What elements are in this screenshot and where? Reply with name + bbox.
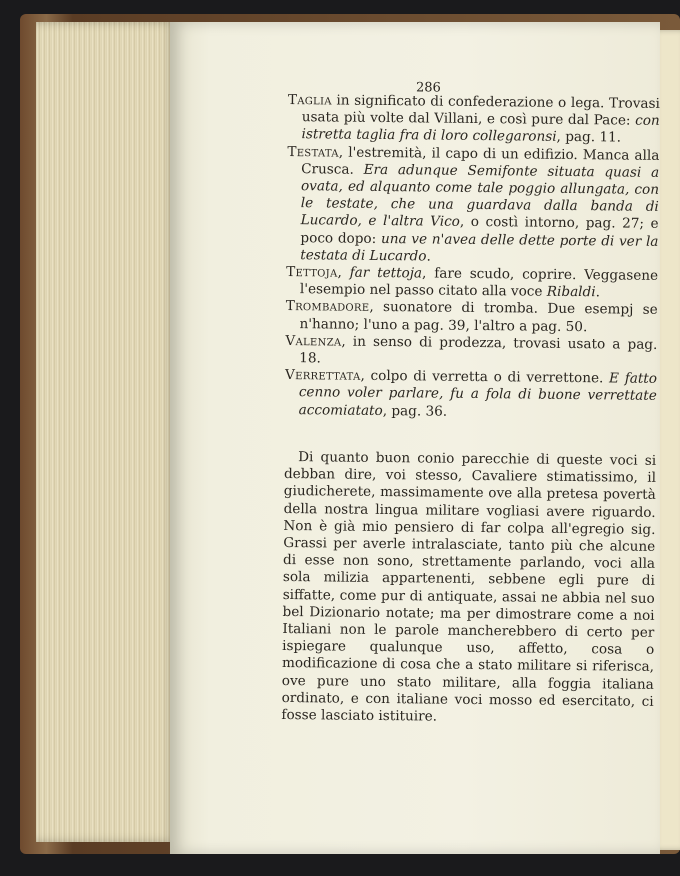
entry-text: , pag. 11. [556,129,622,146]
entry-text: , [337,264,350,281]
entry-text: , colpo di verretta o di verrettone. [360,368,610,387]
page-edges [36,22,176,842]
book-page [170,22,660,854]
entry-text: , in senso di prodezza, trovasi usato a pag. 18. [299,333,658,367]
entry-quotation: una ve n'avea delle dette porte di ver la testata di Lucardo [300,230,659,265]
entry-quotation: con istretta taglia fra di loro collegaronsi [301,112,660,146]
entry-quotation: Ribaldi [546,283,596,301]
entry-text: , l'estremità, il capo di un edifizio. Manca alla Crusca. [301,144,660,178]
glossary-entry [285,333,657,371]
glossary-entry [286,144,659,268]
entry-text: . [426,248,431,265]
entry-quotation: far tettoja [349,264,423,282]
glossary-entries [285,92,660,423]
page-text [281,80,660,725]
entry-headword: Testata [287,143,339,161]
page-number: 286 [415,80,441,96]
glossary-entry [287,92,660,148]
entry-headword: Trombadore [285,298,370,316]
entry-quotation: Era adunque Semifonte situata quasi a ovata, ed alquanto come tale poggio allungata, con le testate, che una guardava dalla banda di Lucardo, e l'altra Vico [300,161,660,231]
entry-headword: Tettoja [286,264,338,281]
entry-headword: Valenza [285,332,342,350]
glossary-entry [285,298,657,336]
entry-text: . [595,284,601,301]
entry-text: in significato di confederazione o lega. Trovasi usata più volte dal Villani, e così pure dal Pace: [301,92,660,129]
body-paragraph: Di quanto buon conio parecchie di queste voci si debban dire, voi stesso, Cavaliere stimatissimo, il giudicherete, massimamente ove alla pretesa povertà della nostra lingua militare vogliasi avere riguardo. Non è già mio pensiero di far colpa all'egregio sig. Grassi per averle intralasciate, tanto più che alcune di esse non sono, strettamente parlando, voci alla sola milizia appartenenti, sebbene egli pure di siffatte, come pur di antiquate, assai ne abbia nel suo bel Dizionario notate; ma per dimostrare come a noi Italiani non le parole mancherebbero di certo per ispiegare qualunque uso, affetto, cosa o modificazione di cosa che a stato militare si riferisca, ove pure uno stato militare, alla foggia italiana ordinato, e con italiane voci mosso ed esercitato, ci fosse lasciato istituire. [281,449,657,725]
entry-headword: Taglia [287,92,332,109]
glossary-entry [285,367,658,423]
entry-text: , o costì intorno, pag. 27; e poco dopo: [300,214,659,247]
entry-headword: Verrettata [284,367,361,385]
entry-text: , fare scudo, coprire. Veggasene l'esempio nel passo citato alla voce [299,265,659,300]
entry-quotation: E fatto cenno voler parlare, fu a fola di buone verrettate accomiatato [298,370,658,419]
entry-text: , suonatore di tromba. Due esempj se n'hanno; l'uno a pag. 39, l'altro a pag. 50. [299,299,658,335]
entry-text: , pag. 36. [382,402,448,420]
glossary-entry [286,264,658,302]
